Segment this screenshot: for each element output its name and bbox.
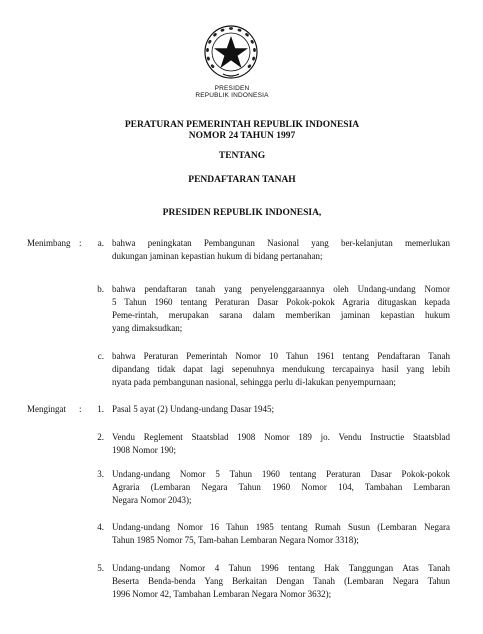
- regulation-subject: PENDAFTARAN TANAH: [188, 175, 296, 185]
- menimbang-item-c: [112, 350, 450, 389]
- text-line: 1996 Nomor 42, Tambahan Lembaran Negara Nomor 3632);: [112, 589, 332, 599]
- text-line: Undang-undang Nomor 16 Tahun 1985 tentang Rumah Susun (Lembaran Negara: [112, 522, 450, 532]
- text-line: Tahun 1985 Nomor 75, Tam-bahan Lembaran Negara Nomor 3318);: [112, 535, 359, 545]
- mengingat-mark-3: 3.: [97, 469, 104, 479]
- presidential-seal-icon: [203, 24, 259, 80]
- mengingat-mark-4: 4.: [97, 522, 104, 532]
- menimbang-item-b: [112, 283, 450, 335]
- mengingat-colon: :: [79, 404, 82, 414]
- text-line: yang dimaksudkan;: [112, 323, 183, 333]
- text-line: 5 Tahun 1960 tentang Peraturan Dasar Pokok-pokok Agraria ditugaskan kepada: [112, 297, 450, 307]
- mengingat-item-2: [112, 431, 450, 457]
- text-line: Beserta Benda-benda Yang Berkaitan Dengan Tanah (Lembaran Negara Tahun: [112, 576, 450, 586]
- menimbang-mark-a: a.: [97, 238, 104, 248]
- text-line: bahwa pendaftaran tanah yang penyelenggaraannya oleh Undang-undang Nomor: [112, 284, 450, 294]
- menimbang-item-a: [112, 237, 450, 263]
- menimbang-colon: :: [79, 238, 82, 248]
- menimbang-label: Menimbang: [27, 238, 71, 248]
- text-line: bahwa Peraturan Pemerintah Nomor 10 Tahun 1961 tentang Pendaftaran Tanah: [112, 351, 450, 361]
- seal-caption-line2: REPUBLIK INDONESIA: [195, 92, 269, 99]
- text-line: Undang-undang Nomor 5 Tahun 1960 tentang Peraturan Dasar Pokok-pokok: [112, 469, 450, 479]
- text-line: Undang-undang Nomor 4 Tahun 1996 tentang Hak Tanggungan Atas Tanah: [112, 563, 450, 573]
- text-line: nyata pada pembangunan nasional, sehingga perlu di-lakukan penyempurnaan;: [112, 377, 396, 387]
- mengingat-mark-1: 1.: [97, 404, 104, 414]
- mengingat-mark-5: 5.: [97, 563, 104, 573]
- text-line: Negara Nomor 2043);: [112, 495, 192, 505]
- mengingat-item-1: [112, 403, 450, 416]
- tentang-heading: TENTANG: [218, 151, 266, 161]
- text-line: Peme-rintah, merupakan sarana dalam memberikan jaminan kepastian hukum: [112, 310, 450, 320]
- president-heading: PRESIDEN REPUBLIK INDONESIA,: [162, 208, 322, 218]
- mengingat-label: Mengingat: [27, 404, 66, 414]
- mengingat-item-4: [112, 521, 450, 547]
- regulation-number: NOMOR 24 TAHUN 1997: [188, 131, 296, 141]
- mengingat-item-5: [112, 562, 450, 601]
- text-line: Vendu Reglement Staatsblad 1908 Nomor 189 jo. Vendu Instructie Staatsblad: [112, 432, 450, 442]
- text-line: dukungan jaminan kepastian hukum di bidang pertanahan;: [112, 251, 323, 261]
- mengingat-item-3: [112, 468, 450, 507]
- text-line: dipandang tidak dapat lagi sepenuhnya mendukung tercapainya hasil yang lebih: [112, 364, 450, 374]
- regulation-title: PERATURAN PEMERINTAH REPUBLIK INDONESIA: [124, 120, 360, 130]
- text-line: Agraria (Lembaran Negara Tahun 1960 Nomor 104, Tambahan Lembaran: [112, 482, 450, 492]
- text-line: bahwa peningkatan Pembangunan Nasional yang ber-kelanjutan memerlukan: [112, 238, 450, 248]
- text-line: Pasal 5 ayat (2) Undang-undang Dasar 1945;: [112, 404, 274, 414]
- menimbang-mark-c: c.: [97, 351, 104, 361]
- text-line: 1908 Nomor 190;: [112, 445, 176, 455]
- seal-caption-line1: PRESIDEN: [214, 85, 250, 92]
- mengingat-mark-2: 2.: [97, 432, 104, 442]
- menimbang-mark-b: b.: [97, 284, 104, 294]
